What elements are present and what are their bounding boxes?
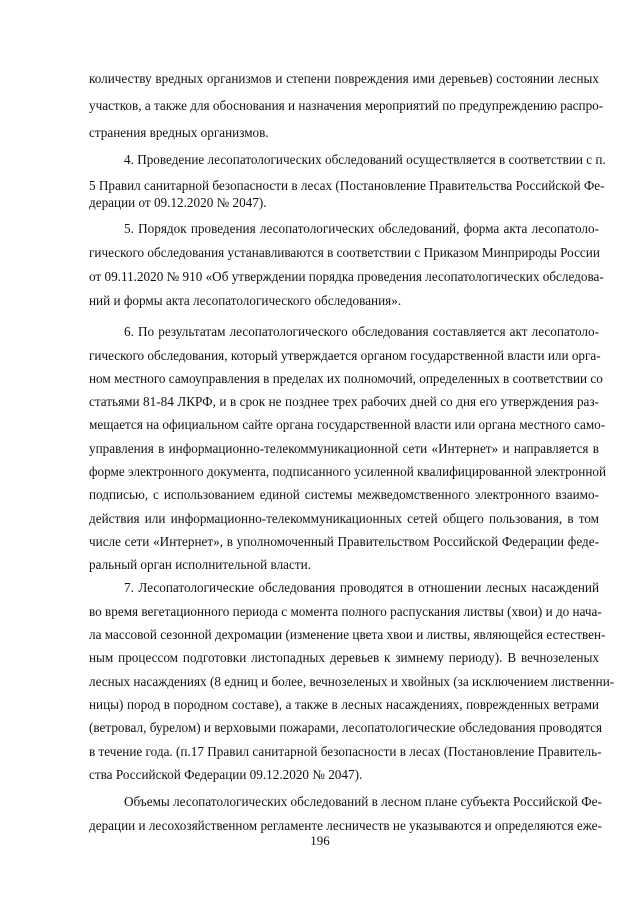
text-line: странения вредных организмов. [89, 125, 269, 140]
text-line: ний и формы акта лесопатологического обследования». [89, 293, 402, 308]
text-line: ном местного самоуправления в пределах их полномочий, определенных в соответствии со [89, 371, 603, 386]
text-line: дерации от 09.12.2020 № 2047). [89, 195, 267, 210]
text-line: ла массовой сезонной дехромации (изменение цвета хвои и листвы, являющейся естествен- [89, 627, 606, 642]
text-line: дерации и лесохозяйственном регламенте лесничеств не указываются и определяются еже- [89, 818, 602, 833]
text-line: в течение года. (п.17 Правил санитарной безопасности в лесах (Постановление Правитель- [89, 744, 602, 759]
text-line: ным процессом подготовки листопадных деревьев к зимнему периоду). В вечнозеленых [89, 650, 599, 665]
body-text [89, 68, 615, 833]
text-line: управления в информационно-телекоммуникационной сети «Интернет» и направляется в [89, 441, 599, 456]
text-line: ницы) пород в породном составе), а также в лесных насаждениях, поврежденных ветрами [89, 697, 599, 712]
text-line: (ветровал, бурелом) и верховыми пожарами, лесопатологические обследования проводятся [89, 720, 603, 735]
text-line: 5. Порядок проведения лесопатологических обследований, форма акта лесопатоло- [124, 221, 599, 236]
text-line: от 09.11.2020 № 910 «Об утверждении порядка проведения лесопатологических обследова- [89, 269, 604, 284]
text-line: гического обследования устанавливаются в соответствии с Приказом Минприроды России [89, 245, 600, 260]
text-line: 7. Лесопатологические обследования проводятся в отношении лесных насаждений [124, 580, 599, 595]
text-line: числе сети «Интернет», в уполномоченный Правительством Российской Федерации феде- [89, 534, 599, 549]
page-number: 196 [310, 833, 330, 848]
text-line: 4. Проведение лесопатологических обследований осуществляется в соответствии с п. [124, 152, 606, 167]
text-line: статьями 81-84 ЛКРФ, и в срок не позднее трех рабочих дней со дня его утверждения раз- [89, 394, 599, 409]
text-line: подписью, с использованием единой системы межведомственного электронного взаимо- [89, 487, 599, 502]
text-line: мещается на официальном сайте органа государственной власти или органа местного само- [89, 417, 606, 432]
text-line: ства Российской Федерации 09.12.2020 № 2047). [89, 767, 363, 782]
text-line: во время вегетационного периода с момента полного распускания листвы (хвои) и до нача- [89, 604, 602, 619]
text-line: количеству вредных организмов и степени повреждения ими деревьев) состоянии лесных [89, 71, 599, 86]
text-line: 6. По результатам лесопатологического обследования составляется акт лесопатоло- [124, 324, 599, 339]
text-line: участков, а также для обоснования и назначения мероприятий по предупреждению распро- [89, 98, 604, 113]
text-line: действия или информационно-телекоммуникационных сетей общего пользования, в том [89, 511, 599, 526]
text-line: ральный орган исполнительной власти. [89, 557, 311, 572]
text-line: Объемы лесопатологических обследований в лесном плане субъекта Российской Фе- [124, 794, 602, 809]
text-line: 5 Правил санитарной безопасности в лесах (Постановление Правительства Российской Фе- [89, 178, 605, 193]
text-line: форме электронного документа, подписанного усиленной квалифицированной электронной [89, 464, 607, 479]
text-line: лесных насаждениях (8 едниц и более, вечнозеленых и хвойных (за исключением лиственни- [89, 674, 615, 689]
text-line: гического обследования, который утверждается органом государственной власти или орга- [89, 348, 601, 363]
